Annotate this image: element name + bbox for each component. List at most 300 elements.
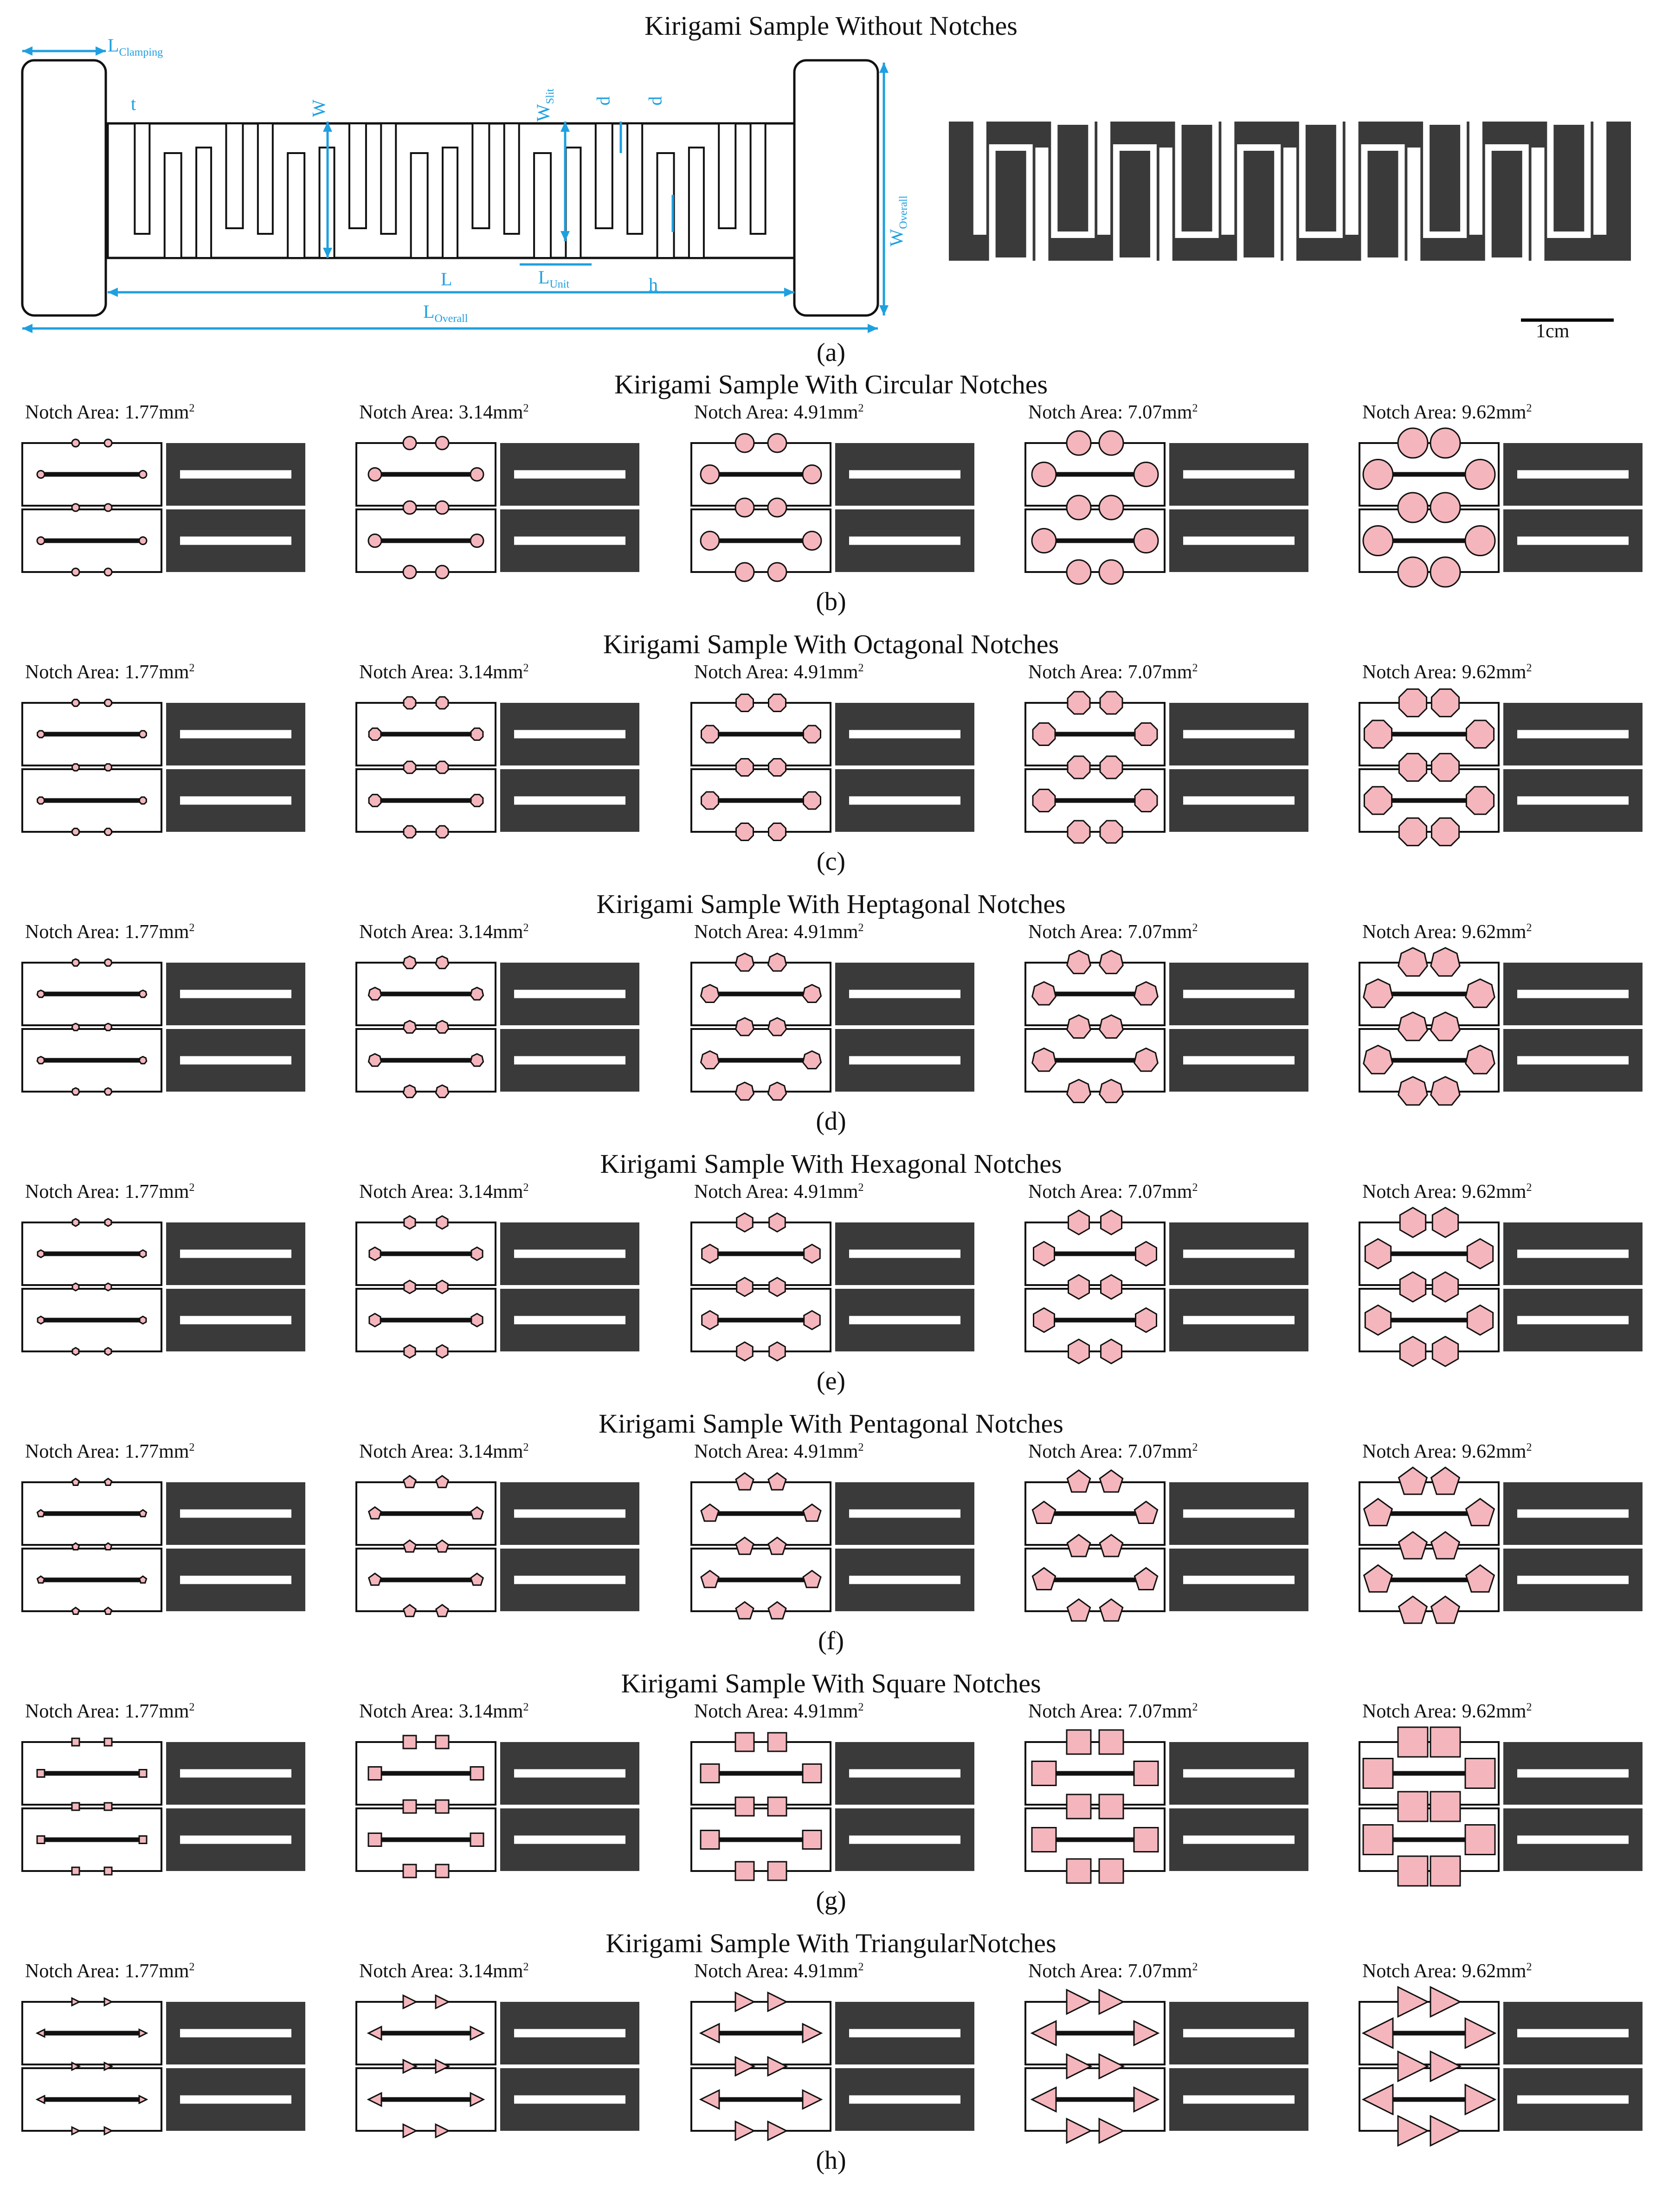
notch-photo xyxy=(500,2002,639,2131)
notch xyxy=(769,694,786,712)
notch xyxy=(735,1797,754,1816)
dim-l-overall: $L_{Overall}$ xyxy=(423,301,468,325)
notch-photo xyxy=(1503,2002,1643,2131)
slit xyxy=(1183,470,1295,479)
notch xyxy=(701,1831,719,1849)
slit xyxy=(1517,1769,1629,1778)
notch-area-label: Notch Area: $3.14mm^2$ xyxy=(359,1961,529,1982)
slit xyxy=(1517,1836,1629,1844)
notch xyxy=(1100,1015,1123,1038)
notch xyxy=(1100,951,1123,973)
notch xyxy=(1467,1305,1493,1335)
slit xyxy=(1183,1769,1295,1778)
row-title: Kirigami Sample With Circular Notches xyxy=(614,369,1048,399)
notch-photo xyxy=(1169,1482,1308,1611)
notch xyxy=(769,759,786,776)
slit xyxy=(196,148,211,258)
notch-photo xyxy=(500,963,639,1092)
notch-area-label: Notch Area: $9.62mm^2$ xyxy=(1362,1441,1532,1462)
slit xyxy=(973,122,986,235)
notch xyxy=(803,465,821,484)
row-caption: (f) xyxy=(818,1627,844,1655)
notch xyxy=(105,1283,111,1291)
notch xyxy=(140,731,147,738)
notch-photo xyxy=(835,963,974,1092)
slit xyxy=(1183,2029,1295,2038)
slit xyxy=(180,797,291,805)
notch-schematic xyxy=(356,1216,496,1358)
notch xyxy=(1134,982,1158,1005)
notch xyxy=(768,1862,786,1880)
dim-h: h xyxy=(649,274,658,295)
notch xyxy=(803,1051,821,1069)
slit xyxy=(180,470,291,479)
notch xyxy=(470,1054,483,1067)
slit xyxy=(472,123,489,228)
notch-photo xyxy=(1503,1222,1643,1351)
notch-area-label: Notch Area: $9.62mm^2$ xyxy=(1362,921,1532,943)
notch xyxy=(1430,1856,1460,1886)
notch xyxy=(1400,1272,1425,1302)
notch xyxy=(768,434,786,452)
notch-schematic xyxy=(1025,1990,1165,2143)
notch xyxy=(368,1054,381,1067)
row-title: Kirigami Sample With Octagonal Notches xyxy=(603,629,1059,659)
notch xyxy=(436,1476,449,1487)
slit xyxy=(135,123,149,234)
slit xyxy=(751,123,766,234)
panel-a-photo xyxy=(949,122,1631,261)
notch xyxy=(769,1342,786,1361)
slit xyxy=(180,1510,291,1518)
slit xyxy=(1593,122,1606,235)
notch xyxy=(1069,1339,1089,1363)
notch xyxy=(1398,493,1428,522)
notch-schematic xyxy=(691,1213,831,1361)
notch xyxy=(72,1608,79,1614)
dim-d-2: d xyxy=(644,96,666,106)
notch xyxy=(72,1283,79,1291)
notch-photo xyxy=(1169,1742,1308,1871)
notch-photo xyxy=(166,703,305,832)
notch-area-label: Notch Area: $4.91mm^2$ xyxy=(694,662,864,683)
notch xyxy=(803,1831,821,1849)
notch-schematic xyxy=(356,1476,496,1616)
notch xyxy=(803,1764,821,1783)
notch xyxy=(1398,557,1428,587)
slit xyxy=(1183,1250,1295,1258)
notch-area-label: Notch Area: $9.62mm^2$ xyxy=(1362,1181,1532,1202)
notch xyxy=(104,1803,112,1810)
notch-schematic xyxy=(1359,1467,1499,1623)
slit xyxy=(514,1836,625,1844)
notch xyxy=(1034,1242,1055,1266)
notch xyxy=(1100,821,1122,843)
notch xyxy=(38,1250,44,1258)
notch xyxy=(1466,979,1495,1008)
notch xyxy=(803,532,821,550)
notch xyxy=(1398,1856,1428,1886)
slit xyxy=(180,1836,291,1844)
notch xyxy=(1067,560,1091,584)
notch xyxy=(1465,460,1495,489)
slit xyxy=(1346,122,1359,235)
notch xyxy=(1067,431,1091,455)
notch-photo xyxy=(166,1742,305,1871)
slit xyxy=(849,1316,960,1325)
notch xyxy=(1100,1470,1122,1492)
notch xyxy=(403,1800,416,1813)
notch xyxy=(701,532,719,550)
notch xyxy=(1067,951,1091,973)
dim-w: W xyxy=(308,99,329,117)
notch xyxy=(1067,1730,1091,1754)
slit xyxy=(1517,1510,1629,1518)
notch xyxy=(1099,431,1123,455)
row-caption: (h) xyxy=(816,2146,846,2175)
notch-photo xyxy=(500,703,639,832)
notch xyxy=(72,439,79,447)
slit xyxy=(1517,1316,1629,1325)
notch xyxy=(1033,723,1055,746)
slit xyxy=(514,1510,625,1518)
dim-t: t xyxy=(131,93,136,114)
notch xyxy=(37,537,45,545)
notch-photo xyxy=(1503,1482,1643,1611)
notch xyxy=(1431,818,1459,845)
notch xyxy=(1135,723,1157,746)
notch-photo xyxy=(835,703,974,832)
notch xyxy=(1099,495,1123,520)
row-title: Kirigami Sample With TriangularNotches xyxy=(606,1928,1056,1958)
notch xyxy=(72,959,79,966)
notch xyxy=(735,1733,754,1751)
slit xyxy=(849,730,960,739)
notch-schematic xyxy=(22,1219,161,1355)
notch-area-label: Notch Area: $7.07mm^2$ xyxy=(1028,662,1198,683)
row-caption: (b) xyxy=(816,587,846,616)
slit xyxy=(1517,2029,1629,2038)
slit xyxy=(849,470,960,479)
slit xyxy=(1035,148,1048,261)
notch xyxy=(1067,495,1091,520)
notch xyxy=(701,1764,719,1783)
notch-area-label: Notch Area: $9.62mm^2$ xyxy=(1362,662,1532,683)
notch-schematic xyxy=(691,1733,831,1880)
notch xyxy=(404,826,416,838)
panel-a-title: Kirigami Sample Without Notches xyxy=(644,11,1018,41)
notch-area-label: Notch Area: $1.77mm^2$ xyxy=(25,662,195,683)
slit xyxy=(165,153,181,258)
notch xyxy=(1432,1208,1458,1237)
notch xyxy=(1032,463,1056,487)
notch-photo xyxy=(1169,963,1308,1092)
notch xyxy=(736,1473,754,1490)
notch xyxy=(37,1510,44,1517)
notch xyxy=(768,1082,786,1100)
slit xyxy=(1221,122,1234,235)
slit xyxy=(514,1316,625,1325)
notch xyxy=(1068,821,1090,843)
notch xyxy=(702,792,719,809)
slit xyxy=(849,1576,960,1584)
notch xyxy=(104,959,112,966)
notch-area-label: Notch Area: $4.91mm^2$ xyxy=(694,1701,864,1722)
slit xyxy=(849,2096,960,2104)
notch xyxy=(1430,428,1460,458)
notch xyxy=(1363,1759,1393,1788)
notch xyxy=(1431,948,1460,976)
slit xyxy=(689,148,704,258)
notch-area-label: Notch Area: $7.07mm^2$ xyxy=(1028,1961,1198,1982)
slit xyxy=(657,153,674,258)
notch-schematic xyxy=(691,434,831,581)
notch xyxy=(1430,557,1460,587)
notch xyxy=(1101,1339,1122,1363)
row-caption: (d) xyxy=(816,1107,846,1136)
notch-photo xyxy=(166,2002,305,2131)
notch-schematic xyxy=(356,1736,496,1878)
notch-schematic xyxy=(1359,1987,1499,2146)
notch xyxy=(1100,692,1122,714)
row-caption: (e) xyxy=(816,1367,846,1395)
notch xyxy=(1431,689,1459,716)
notch xyxy=(1399,1467,1427,1494)
notch xyxy=(1465,526,1495,556)
notch xyxy=(368,988,381,1000)
notch xyxy=(1032,1762,1056,1786)
notch xyxy=(104,1479,111,1485)
notch xyxy=(736,694,754,712)
notch xyxy=(37,1836,45,1844)
notch xyxy=(1364,787,1391,814)
notch-schematic xyxy=(356,697,496,838)
notch xyxy=(105,829,112,836)
notch xyxy=(1135,790,1157,812)
notch xyxy=(768,498,786,517)
notch-photo xyxy=(500,1482,639,1611)
slit xyxy=(443,148,457,258)
notch xyxy=(701,985,719,1003)
slit xyxy=(504,123,519,234)
notch xyxy=(768,563,786,581)
notch xyxy=(72,1479,79,1485)
notch xyxy=(72,1543,79,1550)
slit xyxy=(180,1576,291,1584)
notch xyxy=(404,1216,415,1229)
notch xyxy=(404,761,416,773)
slit xyxy=(1183,1576,1295,1584)
scale-bar-label: 1cm xyxy=(1536,321,1570,342)
notch xyxy=(369,1247,380,1260)
notch-area-label: Notch Area: $4.91mm^2$ xyxy=(694,1441,864,1462)
notch xyxy=(470,468,483,481)
notch xyxy=(38,731,45,738)
notch xyxy=(104,1867,112,1875)
notch xyxy=(804,1245,820,1263)
slit xyxy=(288,153,304,258)
notch xyxy=(369,1314,380,1327)
slit xyxy=(180,2096,291,2104)
notch-area-label: Notch Area: $1.77mm^2$ xyxy=(25,1961,195,1982)
notch xyxy=(1363,1825,1393,1855)
notch-photo xyxy=(166,1482,305,1611)
notch xyxy=(72,1348,79,1355)
notch-area-label: Notch Area: $3.14mm^2$ xyxy=(359,1701,529,1722)
slit xyxy=(849,1769,960,1778)
notch xyxy=(104,1738,112,1746)
notch xyxy=(702,726,719,743)
notch-area-label: Notch Area: $7.07mm^2$ xyxy=(1028,921,1198,943)
notch-area-label: Notch Area: $3.14mm^2$ xyxy=(359,1181,529,1202)
notch xyxy=(105,764,112,771)
notch xyxy=(1067,1470,1090,1492)
notch xyxy=(1067,1859,1091,1883)
notch xyxy=(1068,692,1090,714)
notch xyxy=(768,953,786,971)
notch-schematic xyxy=(1359,428,1499,587)
notch xyxy=(1032,529,1056,553)
notch xyxy=(37,1770,45,1777)
notch xyxy=(769,823,786,841)
slit xyxy=(1407,148,1420,261)
notch-area-label: Notch Area: $1.77mm^2$ xyxy=(25,921,195,943)
notch xyxy=(436,697,448,709)
notch xyxy=(1033,790,1055,812)
slit xyxy=(514,797,625,805)
notch xyxy=(1430,493,1460,522)
notch xyxy=(769,1278,786,1296)
notch-photo xyxy=(1503,1742,1643,1871)
slit xyxy=(1469,122,1482,235)
notch xyxy=(736,953,754,971)
notch xyxy=(436,1800,449,1813)
notch-schematic xyxy=(22,959,161,1095)
notch-schematic xyxy=(22,1479,161,1614)
notch xyxy=(470,1767,483,1780)
notch xyxy=(105,1219,111,1226)
notch xyxy=(37,1576,44,1583)
notch-schematic xyxy=(691,694,831,841)
slit xyxy=(514,470,625,479)
notch-schematic xyxy=(1359,948,1499,1105)
slit xyxy=(1517,730,1629,739)
notch-photo xyxy=(500,1742,639,1871)
notch-schematic xyxy=(1025,1210,1165,1363)
notch xyxy=(72,700,79,707)
notch xyxy=(1398,1792,1428,1821)
notch xyxy=(1465,1759,1495,1788)
left-clamp xyxy=(22,60,106,315)
notch xyxy=(1101,1210,1122,1235)
slit xyxy=(1517,1056,1629,1065)
notch xyxy=(1466,1046,1495,1074)
notch-area-label: Notch Area: $9.62mm^2$ xyxy=(1362,1961,1532,1982)
notch xyxy=(1398,1727,1428,1757)
notch xyxy=(1365,1239,1391,1269)
notch xyxy=(1467,1239,1493,1269)
slit xyxy=(849,1836,960,1844)
notch xyxy=(470,988,483,1000)
notch-area-label: Notch Area: $1.77mm^2$ xyxy=(25,1181,195,1202)
notch-schematic xyxy=(1359,1208,1499,1366)
notch-area-label: Notch Area: $4.91mm^2$ xyxy=(694,1961,864,1982)
notch-area-label: Notch Area: $3.14mm^2$ xyxy=(359,662,529,683)
notch xyxy=(369,728,381,740)
slit xyxy=(180,730,291,739)
notch xyxy=(104,1543,111,1550)
notch-photo xyxy=(500,1222,639,1351)
notch xyxy=(403,1865,416,1878)
notch xyxy=(470,534,483,547)
notch xyxy=(1067,1015,1091,1038)
notch xyxy=(735,434,754,452)
notch xyxy=(139,471,147,478)
notch xyxy=(1032,1828,1056,1852)
notch-schematic xyxy=(1025,951,1165,1102)
notch xyxy=(105,700,112,707)
notch xyxy=(104,504,112,511)
notch xyxy=(1136,1308,1157,1332)
notch-area-label: Notch Area: $1.77mm^2$ xyxy=(25,1701,195,1722)
notch xyxy=(702,1245,718,1263)
dim-l-unit: $L_{Unit}$ xyxy=(538,267,570,290)
notch-photo xyxy=(1169,703,1308,832)
slit xyxy=(514,1056,625,1065)
notch xyxy=(139,537,147,545)
slit xyxy=(1517,1576,1629,1584)
notch xyxy=(1430,1792,1460,1821)
slit xyxy=(180,2029,291,2038)
notch xyxy=(1431,1012,1460,1041)
notch xyxy=(72,1023,79,1030)
notch-photo xyxy=(1169,1222,1308,1351)
slit xyxy=(411,153,428,258)
notch-photo xyxy=(835,1742,974,1871)
notch xyxy=(72,829,79,836)
notch xyxy=(436,1085,448,1098)
notch-schematic xyxy=(1025,431,1165,584)
notch xyxy=(736,759,754,776)
notch xyxy=(735,563,754,581)
notch xyxy=(1101,1275,1122,1299)
notch-schematic xyxy=(1025,1470,1165,1621)
notch-area-label: Notch Area: $7.07mm^2$ xyxy=(1028,1441,1198,1462)
notch xyxy=(1099,560,1123,584)
notch xyxy=(72,504,79,511)
slit xyxy=(514,2096,625,2104)
notch-photo xyxy=(835,2002,974,2131)
notch-photo xyxy=(1503,963,1643,1092)
slit xyxy=(514,1769,625,1778)
notch-photo xyxy=(1169,2002,1308,2131)
notch xyxy=(1069,1210,1089,1235)
slit xyxy=(514,1576,625,1584)
panel-a-caption: (a) xyxy=(816,338,846,367)
notch xyxy=(701,1051,719,1069)
notch xyxy=(1466,720,1494,748)
slit xyxy=(1183,797,1295,805)
notch-area-label: Notch Area: $3.14mm^2$ xyxy=(359,921,529,943)
notch xyxy=(105,1348,111,1355)
notch xyxy=(768,1018,786,1035)
slit xyxy=(849,1056,960,1065)
row-title: Kirigami Sample With Pentagonal Notches xyxy=(599,1408,1063,1439)
notch-photo xyxy=(500,443,639,572)
notch xyxy=(736,823,754,841)
notch xyxy=(1432,1337,1458,1366)
notch xyxy=(1430,1727,1460,1757)
